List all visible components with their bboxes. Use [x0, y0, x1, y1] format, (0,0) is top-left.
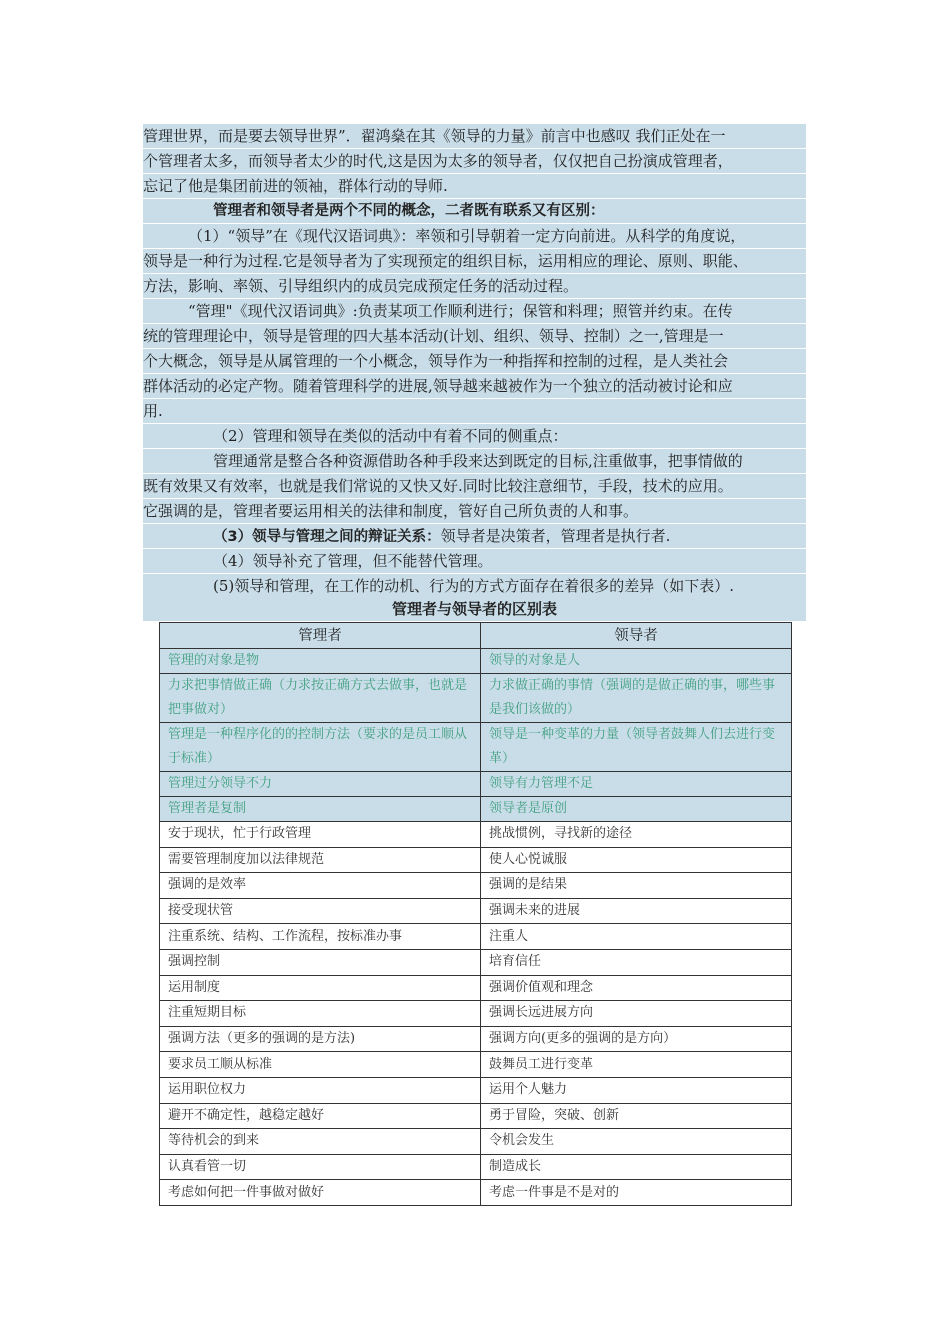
table-row: [160, 1077, 792, 1103]
cell-leader: 领导者是原创: [481, 797, 792, 822]
point3-rest: 领导者是决策者，管理者是执行者.: [440, 527, 671, 545]
cell-leader: 考虑一件事是不是对的: [481, 1180, 792, 1206]
cell-leader: 强调长远进展方向: [481, 1001, 792, 1027]
point1-line: 领导是一种行为过程.它是领导者为了实现预定的组织目标，运用相应的理论、原则、职能、: [143, 249, 806, 274]
point4-line: （4）领导补充了管理，但不能替代管理。: [143, 549, 806, 574]
cell-manager: 避开不确定性，越稳定越好: [160, 1103, 481, 1129]
point2b-line: 它强调的是，管理者要运用相关的法律和制度，管好自己所负责的人和事。: [143, 499, 806, 524]
cell-leader: 领导的对象是人: [481, 649, 792, 674]
cell-manager: 管理过分领导不力: [160, 772, 481, 797]
point1b-line: 用.: [143, 399, 806, 424]
cell-manager: 要求员工顺从标准: [160, 1052, 481, 1078]
text-block: [143, 124, 806, 598]
cell-manager: 管理者是复制: [160, 797, 481, 822]
table-row: [160, 873, 792, 899]
table-row: [160, 1026, 792, 1052]
cell-leader: 强调未来的进展: [481, 898, 792, 924]
cell-leader: 强调方向(更多的强调的是方向）: [481, 1026, 792, 1052]
point1b-line: 群体活动的必定产物。随着管理科学的进展,领导越来越被作为一个独立的活动被讨论和应: [143, 374, 806, 399]
intro-line: 忘记了他是集团前进的领袖，群体行动的导师.: [143, 174, 806, 199]
table-row: [160, 797, 792, 822]
table-row: [160, 772, 792, 797]
cell-leader: 鼓舞员工进行变革: [481, 1052, 792, 1078]
cell-manager: 运用制度: [160, 975, 481, 1001]
header-leader: 领导者: [481, 623, 792, 649]
point1-line: （1）“领导”在《现代汉语词典》：率领和引导朝着一定方向前进。从科学的角度说，: [143, 224, 806, 249]
table-row: [160, 975, 792, 1001]
cell-manager: 认真看管一切: [160, 1154, 481, 1180]
point1b-line: “管理"《现代汉语词典》:负责某项工作顺利进行；保管和料理；照管并约束。在传: [143, 299, 806, 324]
cell-manager: 强调方法（更多的强调的是方法): [160, 1026, 481, 1052]
cell-manager: 需要管理制度加以法律规范: [160, 847, 481, 873]
table-row: [160, 674, 792, 723]
table-row: [160, 723, 792, 772]
cell-leader: 运用个人魅力: [481, 1077, 792, 1103]
table-row: [160, 1154, 792, 1180]
table-row: [160, 898, 792, 924]
cell-leader: 力求做正确的事情（强调的是做正确的事，哪些事是我们该做的）: [481, 674, 792, 723]
cell-leader: 挑战惯例，寻找新的途径: [481, 822, 792, 848]
point2b-line: 管理通常是整合各种资源借助各种手段来达到既定的目标,注重做事，把事情做的: [143, 449, 806, 474]
point1b-line: 个大概念，领导是从属管理的一个小概念，领导作为一种指挥和控制的过程，是人类社会: [143, 349, 806, 374]
cell-leader: 强调的是结果: [481, 873, 792, 899]
section-heading: 管理者和领导者是两个不同的概念，二者既有联系又有区别：: [143, 199, 806, 224]
point2b-line: 既有效果又有效率，也就是我们常说的又快又好.同时比较注意细节，手段，技术的应用。: [143, 474, 806, 499]
cell-manager: 运用职位权力: [160, 1077, 481, 1103]
point1-line: 方法，影响、率领、引导组织内的成员完成预定任务的活动过程。: [143, 274, 806, 299]
table-row: [160, 649, 792, 674]
table-row: [160, 822, 792, 848]
cell-manager: 强调控制: [160, 949, 481, 975]
intro-line: 管理世界，而是要去领导世界”．翟鸿燊在其《领导的力量》前言中也感叹 我们正处在一: [143, 124, 806, 149]
cell-leader: 使人心悦诚服: [481, 847, 792, 873]
intro-line: 个管理者太多，而领导者太少的时代,这是因为太多的领导者，仅仅把自己扮演成管理者，: [143, 149, 806, 174]
table-header-row: [160, 623, 792, 649]
table-row: [160, 1103, 792, 1129]
cell-manager: 考虑如何把一件事做对做好: [160, 1180, 481, 1206]
cell-manager: 接受现状管: [160, 898, 481, 924]
table-row: [160, 1001, 792, 1027]
table-row: [160, 1180, 792, 1206]
table-row: [160, 847, 792, 873]
cell-leader: 培育信任: [481, 949, 792, 975]
table-row: [160, 924, 792, 950]
point5-line: (5)领导和管理，在工作的动机、行为的方式方面存在着很多的差异（如下表）.: [213, 577, 735, 595]
cell-manager: 管理是一种程序化的的控制方法（要求的是员工顺从于标准）: [160, 723, 481, 772]
cell-leader: 勇于冒险，突破、创新: [481, 1103, 792, 1129]
table-row: [160, 1052, 792, 1078]
cell-leader: 强调价值观和理念: [481, 975, 792, 1001]
cell-manager: 注重短期目标: [160, 1001, 481, 1027]
cell-leader: 领导有力管理不足: [481, 772, 792, 797]
table-row: [160, 1129, 792, 1155]
cell-manager: 注重系统、结构、工作流程，按标准办事: [160, 924, 481, 950]
table-title: 管理者与领导者的区别表: [143, 597, 806, 621]
point3-line: [143, 524, 806, 549]
cell-manager: 力求把事情做正确（力求按正确方式去做事，也就是把事做对）: [160, 674, 481, 723]
point3-bold: （3）领导与管理之间的辩证关系：: [213, 529, 441, 545]
header-manager: 管理者: [160, 623, 481, 649]
point2-line: （2）管理和领导在类似的活动中有着不同的侧重点：: [143, 424, 806, 449]
cell-manager: 强调的是效率: [160, 873, 481, 899]
cell-manager: 等待机会的到来: [160, 1129, 481, 1155]
cell-leader: 令机会发生: [481, 1129, 792, 1155]
comparison-table: [159, 622, 792, 1206]
table-row: [160, 949, 792, 975]
cell-leader: 制造成长: [481, 1154, 792, 1180]
cell-leader: 领导是一种变革的力量（领导者鼓舞人们去进行变革）: [481, 723, 792, 772]
cell-leader: 注重人: [481, 924, 792, 950]
point1b-line: 统的管理理论中，领导是管理的四大基本活动(计划、组织、领导、控制）之一,管理是一: [143, 324, 806, 349]
cell-manager: 安于现状，忙于行政管理: [160, 822, 481, 848]
cell-manager: 管理的对象是物: [160, 649, 481, 674]
